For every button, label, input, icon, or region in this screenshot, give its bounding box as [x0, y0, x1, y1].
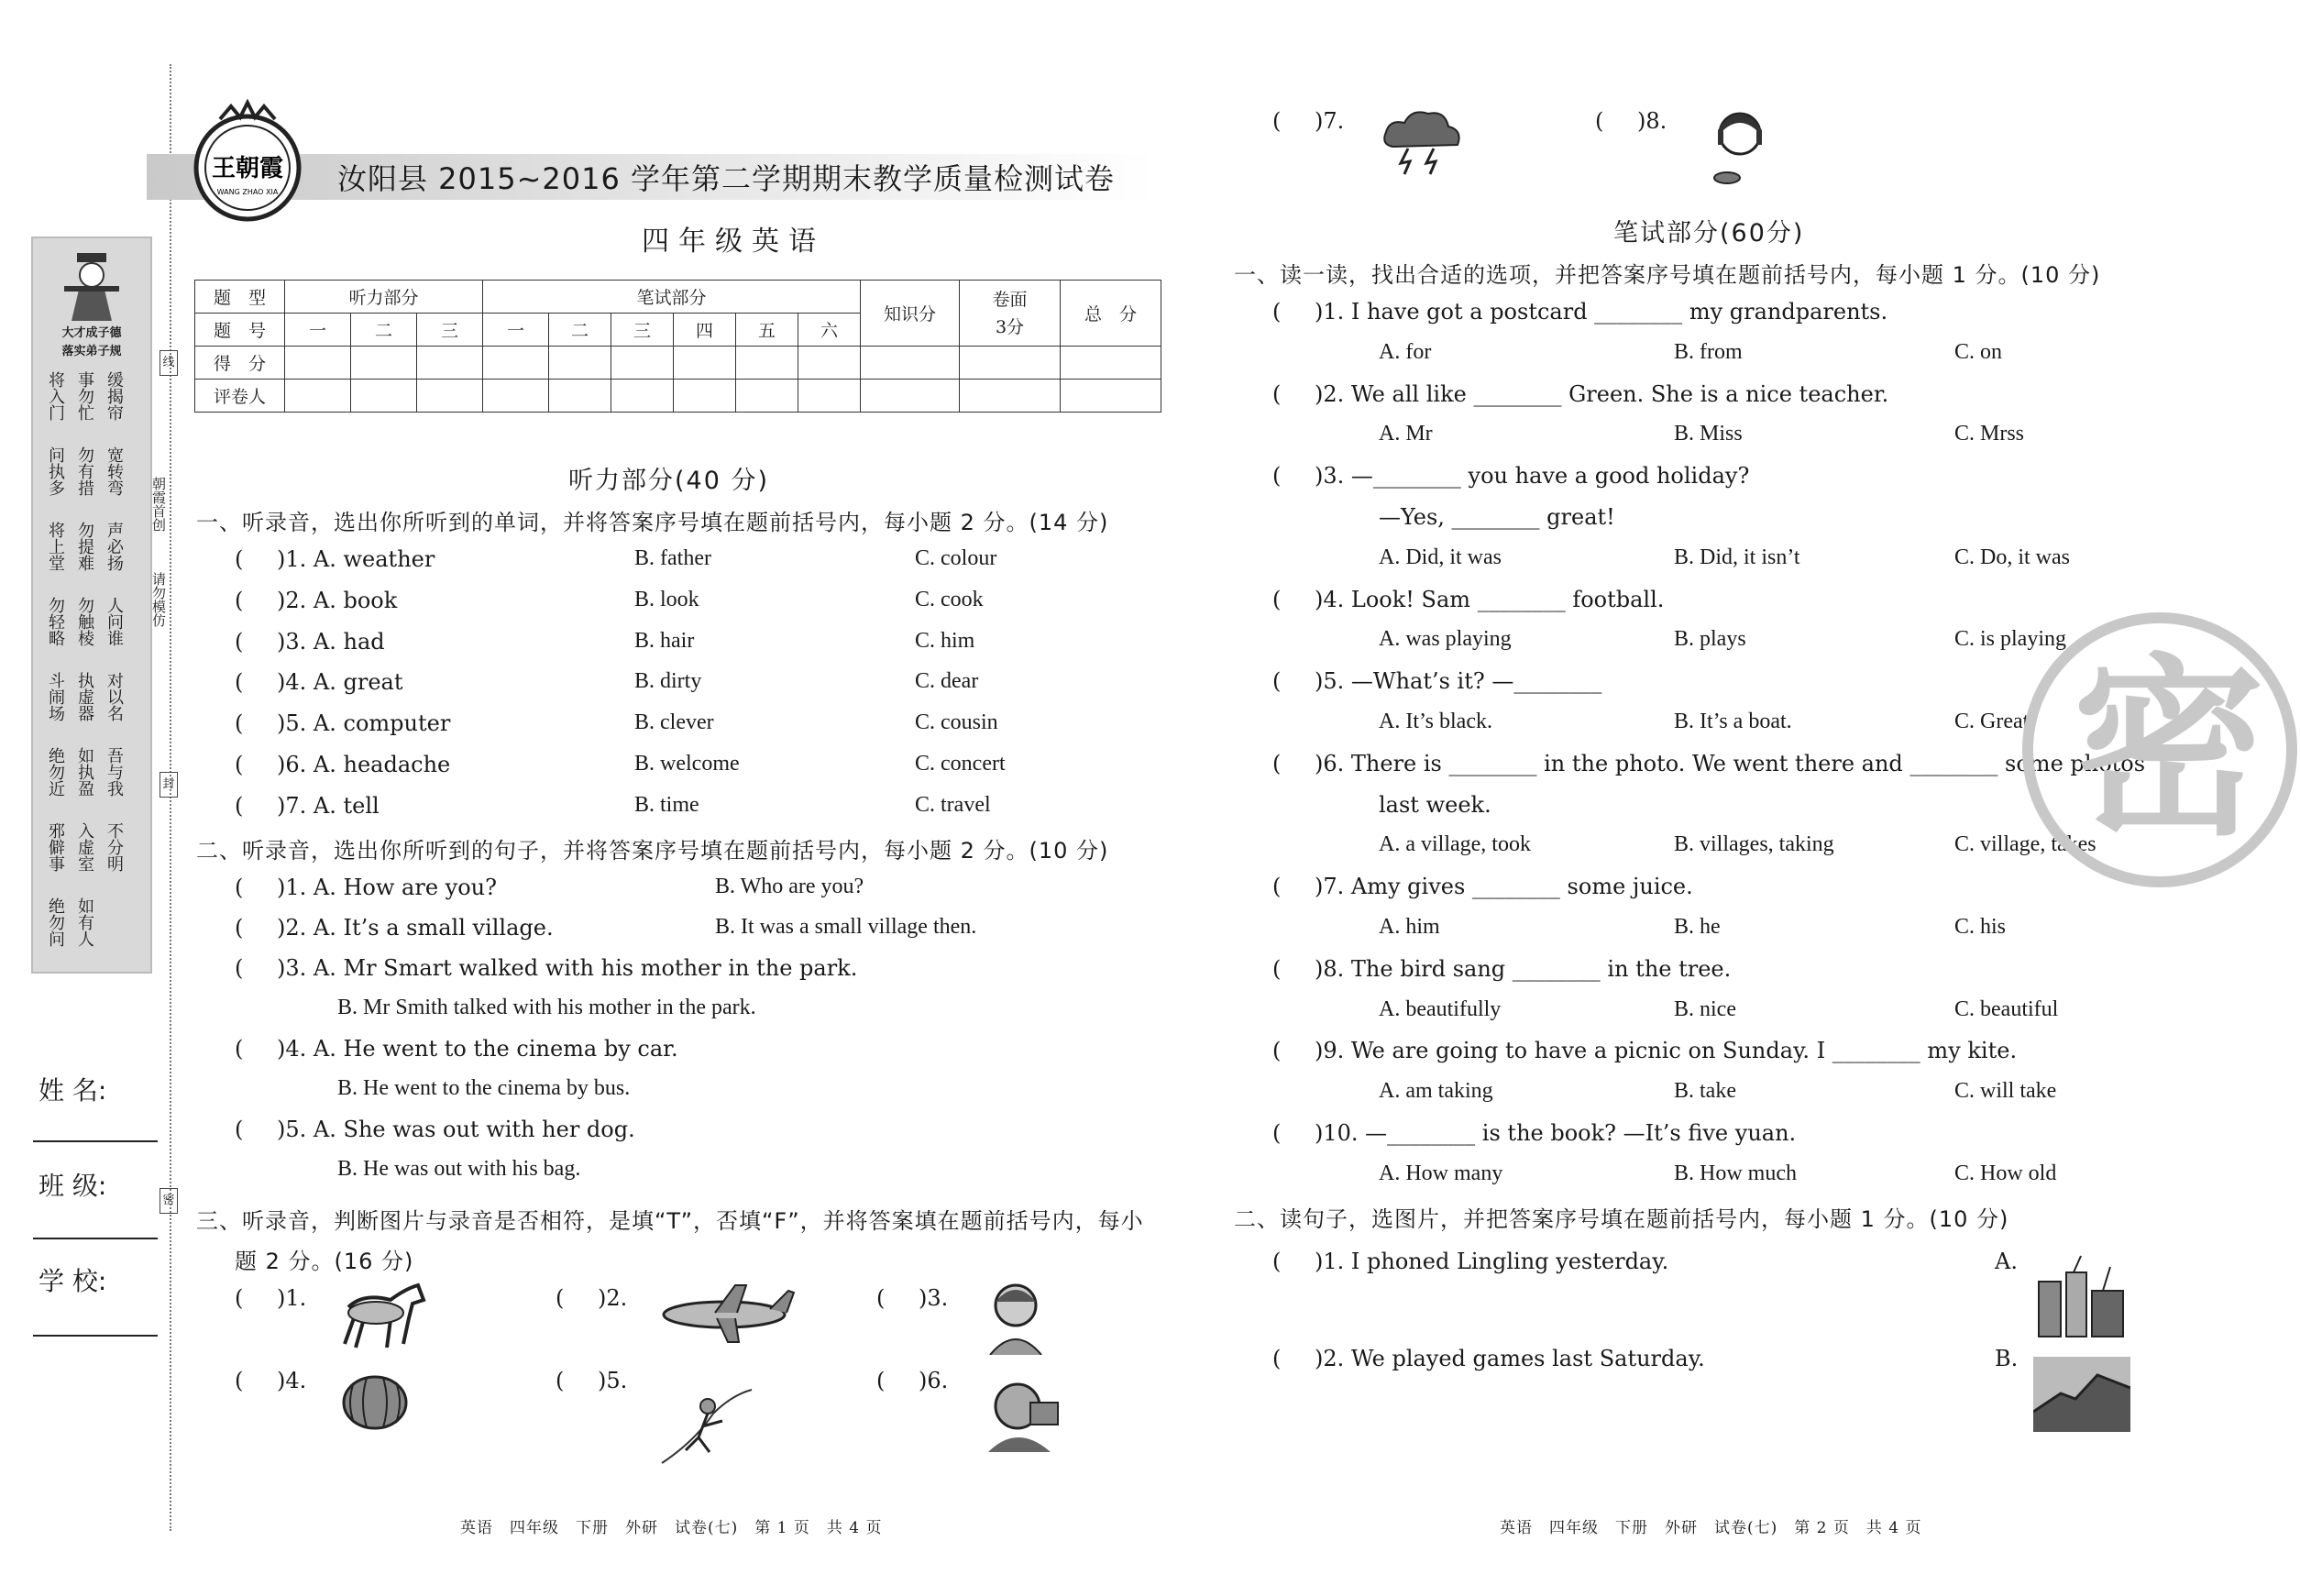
school-field[interactable]	[33, 1335, 158, 1337]
written-part1-item[interactable]: ( )10. —________ is the book? —It’s five yuan.	[1272, 1120, 1797, 1146]
written-part1-item[interactable]: ( )6. There is ________ in the photo. We went there and ________ some photos	[1272, 750, 2146, 776]
written-part1-option-a: A. him	[1379, 915, 1440, 939]
subject-title: 四年级英语	[642, 226, 825, 258]
score-cell[interactable]	[861, 347, 960, 380]
listening-part1-option-b: B. clever	[634, 710, 714, 735]
sick-boy-icon	[981, 1375, 1062, 1452]
motto-line-1: 大才成子德	[61, 326, 122, 340]
score-listening-header: 听力部分	[285, 281, 483, 314]
written-part1-option-c: C. his	[1954, 915, 2007, 939]
score-cell[interactable]	[960, 347, 1061, 380]
written-part1-option-b: B. plays	[1674, 627, 1746, 652]
score-num: 六	[798, 314, 861, 347]
score-total-header: 总 分	[1061, 281, 1161, 347]
pic-item-1[interactable]: ( )1.	[235, 1285, 307, 1311]
motto-column: 不分明	[105, 822, 124, 872]
watermelon-icon	[341, 1371, 409, 1432]
grader-cell[interactable]	[351, 380, 417, 413]
listening-part1-option-b: B. father	[634, 546, 711, 570]
listening-part1-option-c: C. dear	[915, 669, 979, 694]
listening-part1-option-b: B. welcome	[634, 752, 740, 776]
horse-icon	[336, 1280, 433, 1353]
written-part1-option-c: C. on	[1954, 339, 2003, 364]
listening-part1-item[interactable]: ( )6. A. headache	[235, 752, 451, 777]
listening-part1-option-c: C. cousin	[915, 710, 998, 735]
drinks-icon	[2033, 1254, 2129, 1342]
grader-cell[interactable]	[549, 380, 611, 413]
grader-cell[interactable]	[483, 380, 549, 413]
score-cell[interactable]	[351, 347, 417, 380]
storm-cloud-icon	[1381, 106, 1463, 176]
grader-cell[interactable]	[960, 380, 1061, 413]
listening-part1-option-c: C. colour	[915, 546, 997, 570]
score-num: 四	[674, 314, 736, 347]
written-part1-item[interactable]: ( )2. We all like ________ Green. She is a nice teacher.	[1272, 380, 1889, 407]
score-num: 五	[736, 314, 798, 347]
school-label: 学 校:	[39, 1266, 107, 1296]
score-cell[interactable]	[736, 347, 798, 380]
written-part1-option-c: C. How old	[1954, 1161, 2057, 1185]
pic-item-8[interactable]: ( )8.	[1595, 108, 1667, 134]
listening-part1-option-c: C. travel	[915, 792, 991, 817]
logo-text: 王朝霞	[211, 155, 284, 182]
listening-part1-item[interactable]: ( )5. A. computer	[235, 710, 451, 737]
written-part1-option-a: A. a village, took	[1379, 832, 1531, 857]
listening-part1-item[interactable]: ( )1. A. weather	[235, 546, 435, 572]
climber-icon	[658, 1386, 755, 1465]
motto-column: 入虚室	[75, 822, 94, 872]
written-part1-option-c: C. will take	[1954, 1079, 2057, 1104]
score-cell[interactable]	[674, 347, 736, 380]
binding-line	[170, 64, 171, 1531]
seal-char-feng: 封	[160, 772, 178, 798]
written-part1-option-c: C. Mrss	[1954, 422, 2025, 446]
grader-cell[interactable]	[861, 380, 960, 413]
motto-column: 将入门	[46, 371, 65, 421]
listening-part2-item[interactable]: ( )1. A. How are you?	[235, 875, 497, 900]
written-part1-item[interactable]: ( )9. We are going to have a picnic on Sunday. I ________ my kite.	[1272, 1038, 2018, 1064]
motto-line-2: 落实弟子规	[61, 345, 122, 358]
motto-column: 斗闹场	[46, 672, 65, 721]
written-part1-option-a: A. Mr	[1379, 422, 1433, 446]
score-row-number-label: 题 号	[195, 314, 285, 347]
grader-cell[interactable]	[798, 380, 861, 413]
airplane-icon	[660, 1282, 798, 1346]
listening-part1-option-b: B. dirty	[634, 669, 702, 694]
score-row-score-label: 得 分	[195, 347, 285, 380]
written-part1-head: 一、读一读，找出合适的选项，并把答案序号填在题前括号内，每小题 1 分。(10 分)	[1234, 262, 2101, 288]
seal-char-xian: 线	[160, 350, 178, 376]
motto-column: 绝勿近	[46, 747, 65, 797]
score-num: 三	[611, 314, 674, 347]
grader-cell[interactable]	[736, 380, 798, 413]
pic-item-3[interactable]: ( )3.	[876, 1285, 949, 1311]
listening-part1-item[interactable]: ( )3. A. had	[235, 628, 385, 655]
motto-column: 勿轻略	[46, 597, 65, 646]
grader-cell[interactable]	[1061, 380, 1161, 413]
motto-column: 人问谁	[105, 597, 124, 646]
brand-logo	[183, 99, 312, 227]
grader-cell[interactable]	[285, 380, 351, 413]
motto-column: 声必扬	[105, 522, 124, 571]
watermark-char: 密	[2072, 637, 2266, 862]
written-part2-item-2[interactable]: ( )2. We played games last Saturday.	[1272, 1346, 1705, 1371]
class-label: 班 级:	[39, 1171, 107, 1201]
score-cell[interactable]	[285, 347, 351, 380]
motto-column: 对以名	[105, 672, 124, 721]
pic-item-6[interactable]: ( )6.	[876, 1368, 949, 1393]
motto-panel	[31, 237, 152, 974]
listening-part2-option-b: B. Who are you?	[715, 875, 864, 898]
written-part1-option-a: A. It’s black.	[1379, 710, 1492, 733]
secret-watermark	[2022, 612, 2297, 887]
motto-column: 邪僻事	[46, 822, 65, 872]
written-part1-option-b: B. nice	[1674, 996, 1736, 1021]
listening-part1-option-c: C. him	[915, 628, 975, 653]
written-part1-option-a: A. beautifully	[1379, 996, 1502, 1021]
listening-part1-option-b: B. look	[634, 587, 699, 611]
written-part1-item[interactable]: ( )7. Amy gives ________ some juice.	[1272, 874, 1693, 900]
listening-part2-option-b: B. It was a small village then.	[715, 915, 977, 939]
listening-part1-option-c: C. concert	[915, 752, 1006, 776]
seal-char-mi: 密	[160, 1188, 178, 1214]
written-part2-opt-a: A.	[1995, 1249, 2018, 1274]
listening-part2-item[interactable]: ( )3. A. Mr Smart walked with his mother in the park.	[235, 955, 858, 981]
score-table	[194, 280, 1161, 413]
motto-column: 缓揭帘	[105, 371, 124, 421]
written-part1-item[interactable]: ( )1. I have got a postcard ________ my grandparents.	[1272, 299, 1888, 325]
written-part1-option-b: B. How much	[1674, 1161, 1797, 1185]
footer-left: 英语 四年级 下册 外研 试卷(七) 第 1 页 共 4 页	[460, 1519, 883, 1537]
written-part1-item[interactable]: ( )5. —What’s it? —________	[1272, 668, 1602, 695]
score-row-type-label: 题 型	[195, 281, 285, 314]
motto-column: 勿提难	[75, 522, 94, 571]
motto-column: 绝勿问	[46, 897, 65, 947]
listening-part3-head-line2: 题 2 分。(16 分)	[235, 1249, 414, 1274]
score-num: 一	[285, 314, 351, 347]
listening-part2-item[interactable]: ( )2. A. It’s a small village.	[235, 915, 554, 941]
motto-column: 问执多	[46, 446, 65, 496]
score-cell[interactable]	[611, 347, 674, 380]
grader-cell[interactable]	[674, 380, 736, 413]
listening-part2-option-b: B. He was out with his bag.	[337, 1157, 581, 1181]
listening-part1-head: 一、听录音，选出你所听到的单词，并将答案序号填在题前括号内，每小题 2 分。(14 分)	[196, 510, 1109, 535]
written-part1-item-continued: last week.	[1379, 791, 1491, 818]
written-part1-option-b: B. Miss	[1674, 422, 1743, 446]
score-cell[interactable]	[1061, 347, 1161, 380]
pic-item-4[interactable]: ( )4.	[235, 1368, 307, 1393]
written-part1-option-a: A. for	[1379, 339, 1432, 364]
listening-part1-option-b: B. hair	[634, 628, 695, 653]
written-part1-item[interactable]: ( )8. The bird sang ________ in the tree.	[1272, 955, 1732, 982]
listening-part1-item[interactable]: ( )4. A. great	[235, 669, 403, 696]
written-part1-option-a: A. How many	[1379, 1161, 1503, 1185]
written-part1-option-c: C. is playing	[1954, 627, 2067, 652]
footer-right: 英语 四年级 下册 外研 试卷(七) 第 2 页 共 4 页	[1500, 1519, 1922, 1537]
written-part1-item[interactable]: ( )3. —________ you have a good holiday?	[1272, 463, 1750, 490]
written-part1-item-continued: —Yes, ________ great!	[1379, 504, 1615, 530]
score-row-grader-label: 评卷人	[195, 380, 285, 413]
motto-column: 如执盈	[75, 747, 94, 797]
written-part1-option-c: C. Great.	[1954, 710, 2035, 733]
vertical-note-1: 朝霞首创	[150, 477, 167, 532]
pic-item-7[interactable]: ( )7.	[1272, 108, 1345, 134]
listening-part2-option-b: B. Mr Smith talked with his mother in the park.	[337, 996, 756, 1019]
great-wall-icon	[2033, 1357, 2130, 1432]
motto-column: 吾与我	[105, 747, 124, 797]
scholar-icon	[59, 249, 125, 321]
score-cell[interactable]	[417, 347, 483, 380]
score-num: 三	[417, 314, 483, 347]
pic-item-2[interactable]: ( )2.	[556, 1285, 628, 1311]
written-part1-option-a: A. am taking	[1379, 1079, 1493, 1104]
score-written-header: 笔试部分	[483, 281, 861, 314]
written-part1-item[interactable]: ( )4. Look! Sam ________ football.	[1272, 586, 1665, 612]
score-cell[interactable]	[549, 347, 611, 380]
listening-part2-option-b: B. He went to the cinema by bus.	[337, 1076, 631, 1100]
written-part1-option-c: C. beautiful	[1954, 996, 2059, 1021]
listening-part1-item[interactable]: ( )2. A. book	[235, 587, 398, 613]
girl-icon	[981, 1278, 1051, 1355]
written-part2-head: 二、读句子，选图片，并把答案序号填在题前括号内，每小题 1 分。(10 分)	[1234, 1206, 2009, 1232]
listening-part2-item[interactable]: ( )4. A. He went to the cinema by car.	[235, 1036, 678, 1062]
motto-column: 执虚器	[75, 672, 94, 721]
listening-part2-head: 二、听录音，选出你所听到的句子，并将答案序号填在题前括号内，每小题 2 分。(10 分)	[196, 838, 1109, 864]
logo-subtext: WANG ZHAO XIA	[216, 188, 279, 196]
listening-title: 听力部分(40 分)	[568, 467, 770, 495]
score-num: 二	[351, 314, 417, 347]
score-num: 二	[549, 314, 611, 347]
motto-column: 宽转弯	[105, 446, 124, 496]
listening-part1-item[interactable]: ( )7. A. tell	[235, 792, 380, 819]
phone-girl-icon	[1701, 101, 1778, 185]
score-cell[interactable]	[483, 347, 549, 380]
written-part2-opt-b: B.	[1995, 1346, 2019, 1371]
motto-column: 事勿忙	[75, 371, 94, 421]
motto-column: 如有人	[75, 897, 94, 947]
class-field[interactable]	[33, 1238, 158, 1239]
pic-item-5[interactable]: ( )5.	[556, 1368, 628, 1393]
listening-part1-option-c: C. cook	[915, 587, 984, 611]
score-cell[interactable]	[798, 347, 861, 380]
motto-column: 勿触棱	[75, 597, 94, 646]
motto-column: 将上堂	[46, 522, 65, 571]
written-part1-option-a: A. Did, it was	[1379, 545, 1502, 569]
exam-title: 汝阳县 2015~2016 学年第二学期期末教学质量检测试卷	[337, 161, 1116, 196]
listening-part2-item[interactable]: ( )5. A. She was out with her dog.	[235, 1117, 635, 1142]
written-part1-option-b: B. Did, it isn’t	[1674, 545, 1800, 569]
written-part1-option-c: C. Do, it was	[1954, 545, 2070, 569]
motto-column: 勿有措	[75, 446, 94, 496]
written-part1-option-b: B. villages, taking	[1674, 832, 1834, 857]
written-part2-item-1[interactable]: ( )1. I phoned Lingling yesterday.	[1272, 1249, 1669, 1274]
grader-cell[interactable]	[417, 380, 483, 413]
written-part1-option-c: C. village, takes	[1954, 832, 2096, 857]
written-part1-option-b: B. take	[1674, 1079, 1736, 1104]
grader-cell[interactable]	[611, 380, 674, 413]
written-title: 笔试部分(60分)	[1613, 219, 1805, 248]
listening-part3-head-line1: 三、听录音，判断图片与录音是否相符，是填“T”，否填“F”，并将答案填在题前括号内，每小	[196, 1208, 1144, 1234]
vertical-note-2: 请勿模仿	[150, 572, 167, 627]
written-part1-option-b: B. he	[1674, 915, 1721, 939]
score-neatness-header: 卷面 3分	[960, 281, 1061, 347]
written-part1-option-b: B. from	[1674, 339, 1743, 364]
listening-part1-option-b: B. time	[634, 792, 699, 817]
score-num: 一	[483, 314, 549, 347]
name-field[interactable]	[33, 1140, 158, 1142]
written-part1-option-b: B. It’s a boat.	[1674, 710, 1792, 733]
written-part1-option-a: A. was playing	[1379, 627, 1512, 652]
score-knowledge-header: 知识分	[861, 281, 960, 347]
name-label: 姓 名:	[39, 1075, 107, 1106]
